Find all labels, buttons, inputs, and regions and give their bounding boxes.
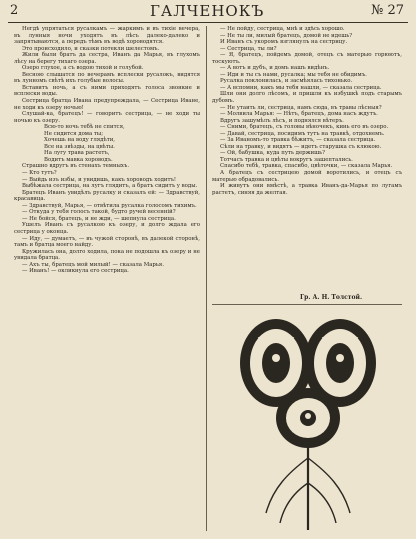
signature-rule — [212, 304, 402, 305]
paragraph: И живутъ они вмѣстѣ, а травка Иванъ-да-Марья по лугамъ растетъ, синяя да желтая. — [212, 183, 402, 196]
paragraph: Хочешь на воду глядѣти, — [44, 137, 116, 144]
paragraph: Озеро глухое, а съ водою тихой и голубой. — [22, 65, 144, 72]
paragraph: Шли они долго лѣсомъ, и пришли къ избушкѣ подъ старымъ дубомъ. — [212, 91, 402, 105]
paragraph: — Ахъ ты, братецъ мой милый! — сказала Марья. — [22, 261, 164, 268]
paragraph: Тотчасъ травка и цвѣты вокругъ зашептались. — [220, 156, 353, 163]
paragraph: — Не бойся, братецъ, и не жди, — шепнула сестрица. — [22, 215, 176, 222]
paragraph: Не сидится дома ты; — [44, 130, 104, 137]
ornamental-flower-illustration — [218, 308, 398, 533]
paragraph: Сѣли на травку, и видятъ — идетъ старушка съ клюкою. — [220, 143, 382, 150]
right-column — [212, 26, 402, 301]
paragraph: Негдѣ упрятаться русалкамъ — жаркимъ и въ тихіе вечера, въ лунныя ночи уходятъ въ лѣсъ далеко-далеко и запрятываются, а передъ тѣмъ въ водѣ хороводятся. — [14, 26, 200, 46]
left-column — [14, 26, 200, 534]
paragraph: — Сними, братецъ, съ головы вѣночекъ, кинь его въ озеро. — [220, 124, 389, 131]
author-signature: Гр. А. Н. Толстой. — [300, 294, 363, 301]
paragraph: А братецъ съ сестрицею домой воротились, и отецъ съ матерью обрадовались. — [212, 170, 402, 183]
paragraph: — Я, братецъ, пойдемъ домой, отецъ съ матерью горюютъ, тоскуютъ. — [212, 52, 402, 65]
paragraph: — Кто тутъ? — [22, 170, 57, 177]
paragraph: Водитъ мавка хороводъ. — [44, 156, 113, 163]
paragraph: — Давай, сестрица, посидимъ тутъ на травкѣ, отдохнемъ. — [220, 130, 385, 137]
paragraph: Всю-то ночь тебѣ не спится, — [44, 124, 125, 131]
issue-number: № 27 — [371, 3, 404, 18]
page-header — [0, 0, 416, 24]
paragraph: Слушай-ка, братецъ! — говоритъ сестрица, — не ходи ты ночью къ озеру. — [14, 111, 200, 124]
paragraph: Это происходило, и сказки потекли шелестомъ. — [22, 45, 160, 52]
paragraph: Страшно вдругъ въ стенахъ темныхъ. — [22, 163, 130, 170]
paragraph: — Молвила Марья: — Нѣтъ, братецъ, дома насъ ждутъ. — [220, 111, 378, 118]
paragraph: И Иванъ съ укоромъ взглянулъ на сестрицу. — [220, 39, 348, 46]
paragraph: Все на звѣзды, на цвѣты. — [44, 143, 115, 150]
paragraph: Вдругъ зашумѣлъ лѣсъ, и поднялся вѣтеръ. — [220, 117, 344, 124]
paragraph: Сестрица братца Ивана предупреждала, — Сестрица Иване, не ходи къ озеру ночью! — [14, 98, 200, 111]
paragraph: — Здравствуй, Марья, — отвѣтила русалка голосомъ тихимъ. — [22, 202, 197, 209]
paragraph: — Не ты ли, милый братецъ, домой не идешь? — [220, 32, 353, 39]
paragraph: — За Иваномъ-то травка бѣжитъ, — сказала сестрица. — [220, 137, 376, 144]
paragraph: Русалка поклонилась, и засмѣялась тихонько. — [220, 78, 353, 85]
paragraph: Братецъ Иванъ увидѣлъ русалку и сказалъ ей: — Здравствуй, красавица. — [14, 189, 200, 203]
paragraph: — Сестрица, ты ли? — [220, 45, 277, 52]
paragraph: Выбѣжала сестрица, на лугъ глядитъ, а братъ сидитъ у воды. — [22, 183, 198, 190]
paragraph: — А вотъ и дубъ, и домъ нашъ видѣнъ. — [220, 65, 330, 72]
column-divider — [206, 26, 207, 531]
paragraph: — Выйдь изъ избы, и увидишь, какъ хороводъ ходитъ! — [22, 176, 177, 183]
paragraph: — Иди и ты съ нами, русалка; мы тебя не обидимъ. — [220, 71, 367, 78]
paragraph: — А вспомни, какъ мы тебя нашли, — сказала сестрица. — [220, 84, 382, 91]
paragraph: — Ой, бабушка, куда путь держишь? — [220, 150, 325, 157]
paragraph: — Не пойду, сестрица, мнѣ и здѣсь хорошо. — [220, 26, 345, 32]
paragraph: Весною слышатся по вечерамъ всплески русалокъ, видятся въ лунномъ свѣтѣ ихъ голубые волосы. — [14, 71, 200, 85]
paragraph: Жили были братъ да сестра, Иванъ да Марья, въ глухомъ лѣсу на берегу тихаго озера. — [14, 52, 200, 65]
paragraph: — Не утаить ли, сестрица, намъ сюда, въ травы лѣсныя? — [220, 104, 382, 111]
header-rule — [8, 22, 408, 23]
paragraph: Вставитъ ночь, а съ ними приходятъ голоса звонкие и всплески воды. — [14, 84, 200, 98]
paragraph: — Иванъ! — окликнула его сестрица. — [22, 268, 129, 275]
paragraph: Кружилась она, долго ходила, пока не подошла къ озеру и не увидала братца. — [14, 248, 200, 262]
paragraph: Спасибо тебѣ, травка, спасибо, цвѣточки, — сказала Марья. — [220, 163, 393, 170]
paragraph: — Иду, — думаетъ, — въ чужой сторонѣ, въ далекой сторонѣ, тамъ и братца моего найду. — [14, 235, 200, 249]
page-number: 2 — [10, 3, 19, 18]
paragraph: — Откуда у тебя голосъ такой, будто ручей весенній? — [22, 209, 176, 216]
journal-title: ГАЛЧЕНОКЪ — [150, 2, 265, 20]
paragraph: Ушелъ Иванъ съ русалкою къ озеру, и долго ждала его сестрица у оконца. — [14, 222, 200, 235]
paragraph: На лугу трава растетъ, — [44, 150, 110, 157]
